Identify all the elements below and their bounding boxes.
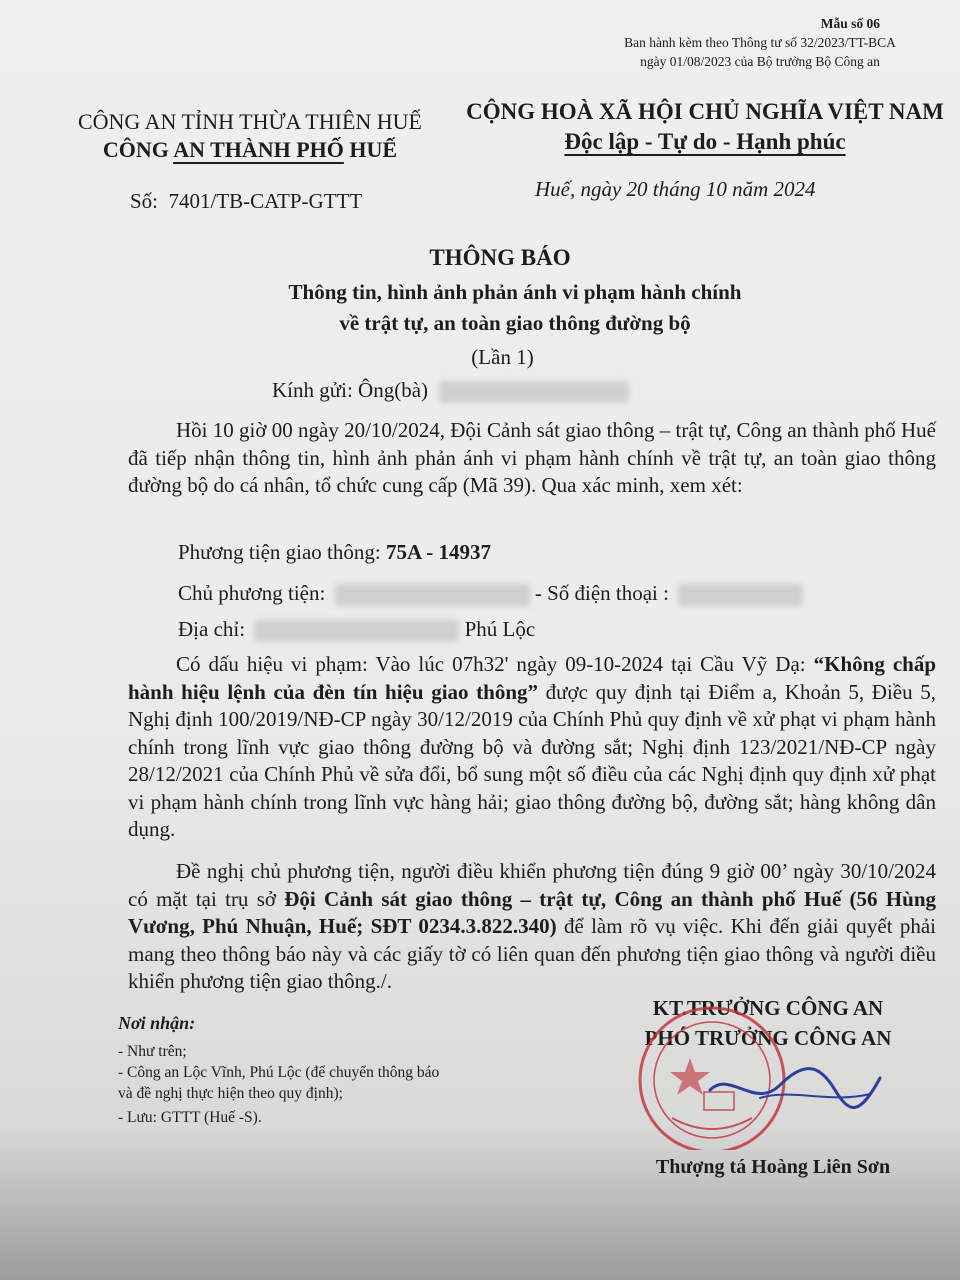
recipient-item: - Lưu: GTTT (Huế -S). (118, 1109, 262, 1126)
redacted-owner-name (335, 584, 530, 606)
office-address: Đội Cảnh sát giao thông – trật tự, Công an thành phố Huế (56 Hùng Vương, Phú Nhuận, Huế; SĐT 0234.3.822.340) (128, 886, 937, 938)
recipient-item: - Như trên; (118, 1043, 187, 1060)
recipient-item: - Công an Lộc Vĩnh, Phú Lộc (để chuyển thông báo (118, 1064, 440, 1081)
form-number: Mẫu số 06 (820, 16, 880, 31)
recipients-title: Nơi nhận: (118, 1013, 196, 1033)
intro-paragraph: Hồi 10 giờ 00 ngày 20/10/2024, Đội Cảnh sát giao thông – trật tự, Công an thành phố Huế đã tiếp nhận thông tin, hình ảnh phản ánh vi phạm hành chính về trật tự, an toàn giao thông đường bộ do cá nhân, tổ chức cung cấp (Mã 39). Qua xác minh, xem xét: (128, 418, 936, 497)
agency-name: CÔNG AN THÀNH PHỐ HUẾ (102, 137, 398, 162)
form-number-block (560, 14, 960, 71)
recipient-line: Kính gửi: Ông(bà) (272, 378, 629, 403)
issuing-agency (40, 108, 460, 164)
redacted-phone (678, 584, 803, 606)
handwritten-signature-icon (700, 1060, 890, 1120)
vehicle-plate: 75A - 14937 (385, 540, 491, 564)
owner-line: Chủ phương tiện: - Số điện thoại : (178, 581, 803, 606)
signer-name: Thượng tá Hoàng Liên Sơn (655, 1156, 891, 1178)
form-issued-line: Ban hành kèm theo Thông tư số 32/2023/TT-BCA (624, 35, 896, 50)
violation-paragraph: Có dấu hiệu vi phạm: Vào lúc 07h32' ngày 09-10-2024 tại Cầu Vỹ Dạ: “Không chấp hành hiệu lệnh của đèn tín hiệu giao thông” được quy định tại Điểm a, Khoản 5, Điều 5, Nghị định 100/2019/NĐ-CP ngày 30/12/2019 của Chính Phủ quy định về xử phạt vi phạm hành chính trong lĩnh vực giao thông đường bộ và đường sắt; Nghị định 123/2021/NĐ-CP ngày 28/12/2021 của Chính Phủ về sửa đổi, bổ sung một số điều của các Nghị định quy định xử phạt vi phạm hành chính trong lĩnh vực hàng hải; giao thông đường bộ, đường sắt; hàng không dân dụng. (128, 652, 937, 841)
document-title: THÔNG BÁO (429, 245, 571, 270)
vehicle-line: Phương tiện giao thông: 75A - 14937 (178, 540, 491, 564)
address-line: Địa chỉ: Phú Lộc (178, 617, 536, 641)
request-paragraph: Đề nghị chủ phương tiện, người điều khiển phương tiện đúng 9 giờ 00’ ngày 30/10/2024 có mặt tại trụ sở Đội Cảnh sát giao thông – trật tự, Công an thành phố Huế (56 Hùng Vương, Phú Nhuận, Huế; SĐT 0234.3.822.340) để làm rõ vụ việc. Khi đến giải quyết phải mang theo thông báo này và các giấy tờ có liên quan đến phương tiện giao thông và người điều khiển phương tiện giao thông./. (128, 859, 937, 993)
recipient-item: và đề nghị thực hiện theo quy định); (118, 1085, 343, 1102)
national-header (455, 97, 955, 157)
nation-motto: Độc lập - Tự do - Hạnh phúc (564, 129, 846, 154)
notice-iteration: (Lần 1) (471, 345, 534, 369)
form-issued-date: ngày 01/08/2023 của Bộ trưởng Bộ Công an (640, 54, 880, 69)
signature-role: KT.TRƯỞNG CÔNG AN PHÓ TRƯỞNG CÔNG AN (644, 996, 892, 1050)
redacted-address (254, 620, 459, 642)
nation-name: CỘNG HOÀ XÃ HỘI CHỦ NGHĨA VIỆT NAM (466, 99, 944, 124)
document-subtitle: Thông tin, hình ảnh phản ánh vi phạm hành chính về trật tự, an toàn giao thông đường bộ (288, 280, 742, 335)
agency-parent: CÔNG AN TỈNH THỪA THIÊN HUẾ (77, 109, 422, 134)
violation-name: “Không chấp hành hiệu lệnh của đèn tín hiệu giao thông” (128, 652, 937, 704)
document-date: Huế, ngày 20 tháng 10 năm 2024 (535, 177, 816, 201)
redacted-recipient-name (439, 381, 629, 403)
document-number: Số: 7401/TB-CATP-GTTT (130, 189, 363, 213)
